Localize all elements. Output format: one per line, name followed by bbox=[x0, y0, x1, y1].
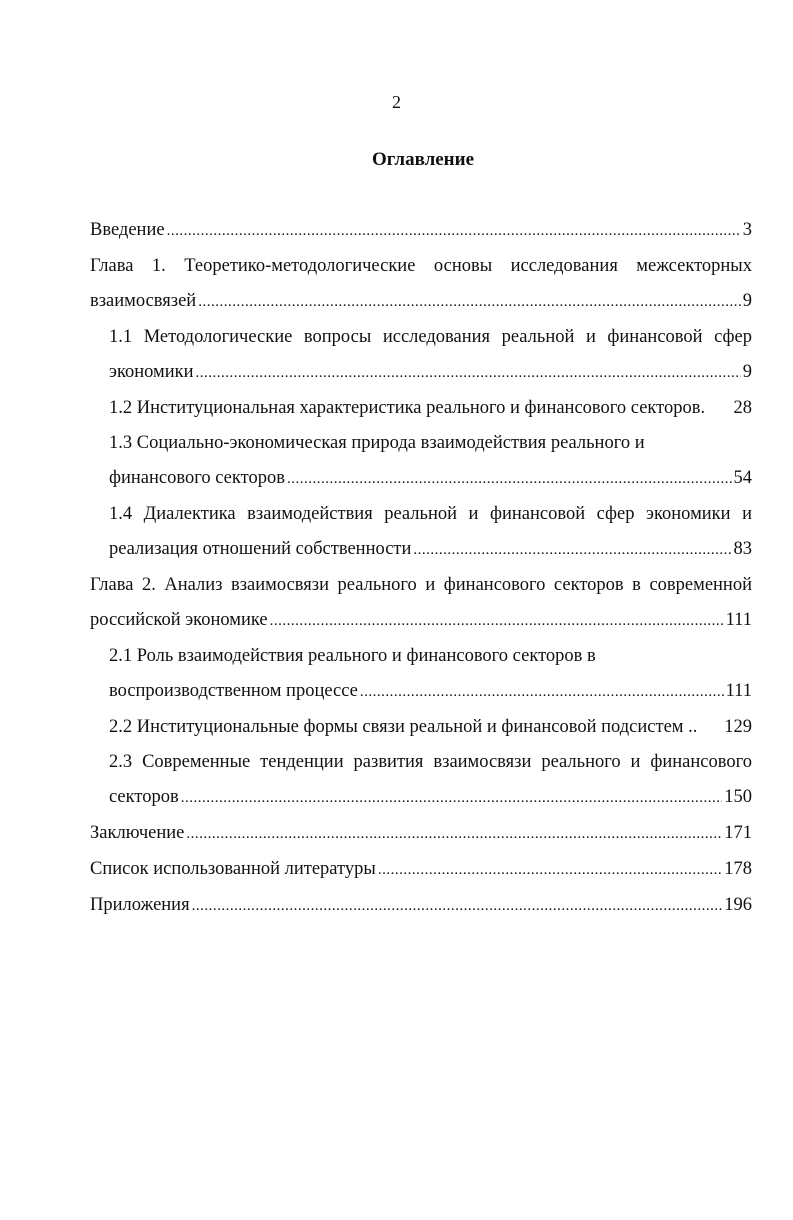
dot-leader bbox=[192, 889, 723, 924]
dot-leader bbox=[167, 214, 741, 249]
toc-entry-title: секторов bbox=[109, 787, 179, 807]
toc-entry-section-1-3[interactable] bbox=[90, 426, 752, 497]
dot-leader bbox=[270, 604, 724, 639]
dot-leader bbox=[378, 853, 722, 888]
toc-entry-title: воспроизводственном процессе bbox=[109, 681, 358, 701]
toc-entry-chapter-1[interactable] bbox=[90, 249, 752, 320]
toc-entry-title: финансового секторов bbox=[109, 468, 285, 488]
toc-entry-page: 111 bbox=[725, 681, 752, 701]
toc-entry-chapter-2[interactable] bbox=[90, 568, 752, 639]
toc-entry-page: 28 bbox=[733, 398, 752, 418]
toc-entry-page: 9 bbox=[742, 362, 752, 382]
toc-entry-title: Заключение bbox=[90, 823, 185, 843]
toc-entry-title: Список использованной литературы bbox=[90, 859, 376, 879]
toc-entry-bibliography[interactable] bbox=[90, 852, 752, 888]
page-number: 2 bbox=[392, 92, 401, 112]
toc-entry-page: 9 bbox=[742, 291, 752, 311]
toc-entry-title-line: 1.1 Методологические вопросы исследования реальной и финансовой сфер bbox=[109, 327, 752, 347]
table-of-contents bbox=[90, 213, 752, 924]
dot-leader bbox=[181, 781, 723, 816]
toc-entry-appendices[interactable] bbox=[90, 888, 752, 924]
toc-entry-page: 83 bbox=[733, 539, 752, 559]
toc-entry-section-2-2[interactable] bbox=[90, 710, 752, 745]
toc-entry-page: 171 bbox=[724, 823, 752, 843]
toc-entry-page: 111 bbox=[725, 610, 752, 630]
toc-entry-title-line: 1.3 Социально-экономическая природа взаимодействия реального и bbox=[109, 433, 645, 453]
toc-entry-introduction[interactable] bbox=[90, 213, 752, 249]
toc-entry-title: экономики bbox=[109, 362, 194, 382]
toc-entry-page: 3 bbox=[742, 220, 752, 240]
toc-entry-section-1-4[interactable] bbox=[90, 497, 752, 568]
dot-leader bbox=[360, 675, 724, 710]
dot-leader bbox=[287, 462, 732, 497]
toc-entry-title: 1.2 Институциональная характеристика реального и финансового секторов. bbox=[109, 398, 706, 418]
toc-entry-title: Введение bbox=[90, 220, 165, 240]
dot-leader bbox=[196, 356, 741, 391]
toc-entry-title: реализация отношений собственности bbox=[109, 539, 412, 559]
toc-entry-title-line: 2.1 Роль взаимодействия реального и финансового секторов в bbox=[109, 646, 596, 666]
toc-entry-title: Приложения bbox=[90, 895, 190, 915]
toc-entry-title: российской экономике bbox=[90, 610, 268, 630]
toc-entry-title: 2.2 Институциональные формы связи реальной и финансовой подсистем .. bbox=[109, 717, 698, 737]
dot-leader bbox=[186, 817, 722, 852]
toc-entry-page: 129 bbox=[724, 717, 752, 737]
toc-entry-title-line: Глава 1. Теоретико-методологические основы исследования межсекторных bbox=[90, 256, 752, 276]
toc-entry-page: 196 bbox=[724, 895, 752, 915]
toc-entry-page: 54 bbox=[733, 468, 752, 488]
toc-entry-title-line: Глава 2. Анализ взаимосвязи реального и финансового секторов в современной bbox=[90, 575, 752, 595]
toc-entry-title-line: 1.4 Диалектика взаимодействия реальной и финансовой сфер экономики и bbox=[109, 504, 752, 524]
toc-entry-section-1-2[interactable] bbox=[90, 391, 752, 426]
toc-entry-section-1-1[interactable] bbox=[90, 320, 752, 391]
toc-entry-conclusion[interactable] bbox=[90, 816, 752, 852]
toc-entry-page: 178 bbox=[724, 859, 752, 879]
toc-entry-title: взаимосвязей bbox=[90, 291, 197, 311]
toc-entry-title-line: 2.3 Современные тенденции развития взаимосвязи реального и финансового bbox=[109, 752, 752, 772]
dot-leader bbox=[413, 533, 731, 568]
toc-entry-section-2-3[interactable] bbox=[90, 745, 752, 816]
page-title: Оглавление bbox=[371, 149, 475, 170]
dot-leader bbox=[198, 285, 741, 320]
toc-entry-section-2-1[interactable] bbox=[90, 639, 752, 710]
toc-entry-page: 150 bbox=[724, 787, 752, 807]
